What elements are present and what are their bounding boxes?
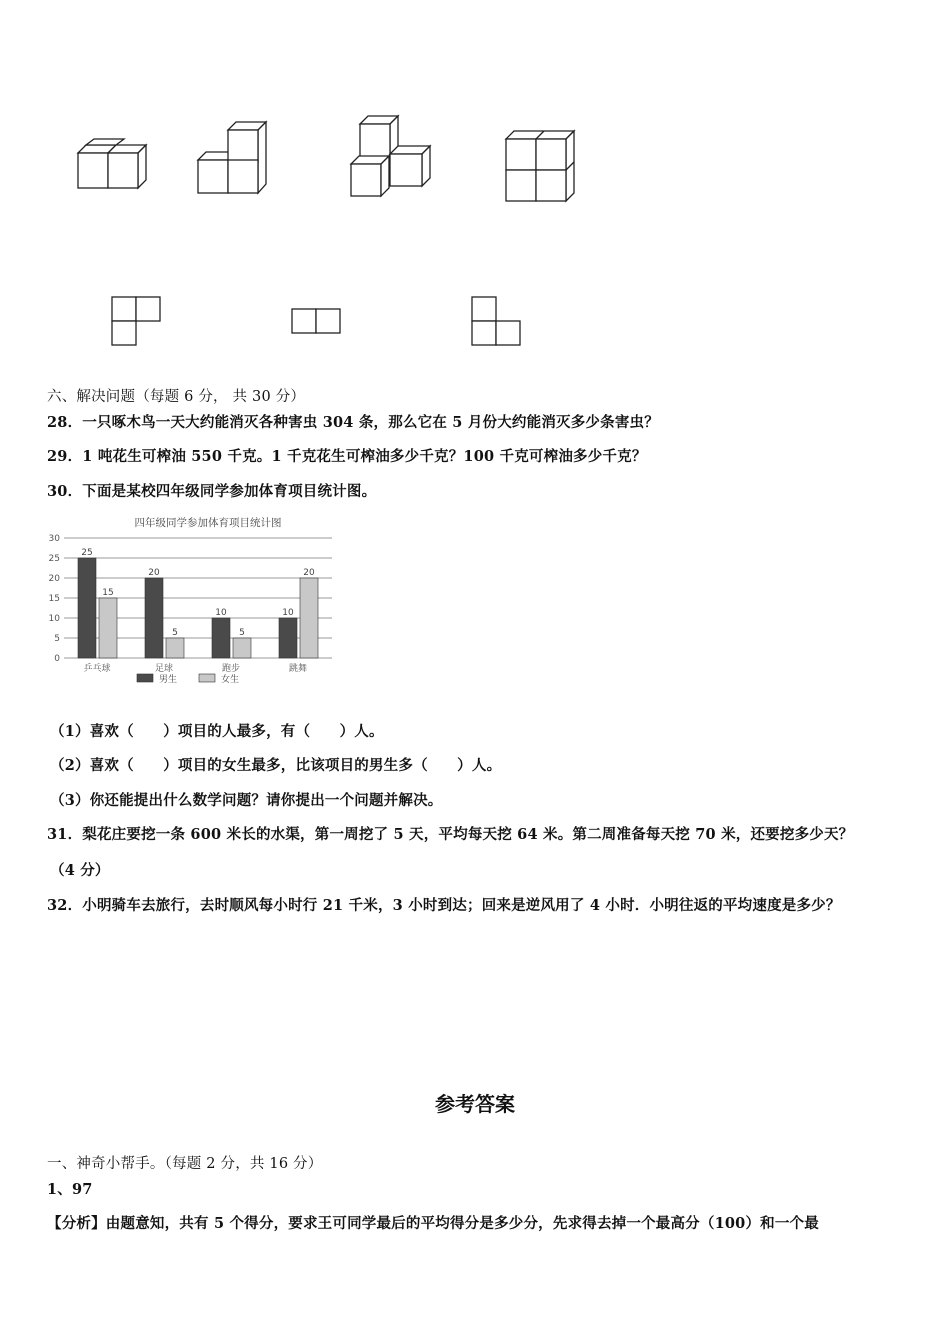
question-32: 32．小明骑车去旅行，去时顺风每小时行 21 千米，3 小时到达；回来是逆风用了 4 小时．小明往返的平均速度是多少？ <box>47 897 841 914</box>
view-shape-1 <box>110 295 170 350</box>
legend-swatch <box>199 674 215 682</box>
bar-boys <box>145 578 163 658</box>
bar-girls <box>99 598 117 658</box>
x-tick-label: 跑步 <box>221 664 241 674</box>
legend-label: 男生 <box>159 675 178 685</box>
data-label: 25 <box>81 548 93 558</box>
bar-chart <box>40 510 350 700</box>
y-tick-label: 10 <box>48 614 60 624</box>
x-tick-label: 足球 <box>154 664 174 674</box>
y-tick-label: 25 <box>48 554 60 564</box>
x-tick-label: 跳舞 <box>288 664 308 674</box>
bar-boys <box>279 618 297 658</box>
cube-figure-3 <box>345 112 440 202</box>
bar-girls <box>166 638 184 658</box>
question-29: 29．1 吨花生可榨油 550 千克。1 千克花生可榨油多少千克？100 千克可榨油多少千克？ <box>47 448 647 465</box>
question-30-1: （1）喜欢（ ）项目的人最多，有（ ）人。 <box>50 723 384 740</box>
data-label: 10 <box>215 608 227 618</box>
data-label: 15 <box>102 588 114 598</box>
legend-swatch <box>137 674 153 682</box>
y-tick-label: 15 <box>48 594 60 604</box>
answer-item-1: 1、97 <box>47 1181 93 1198</box>
bar-boys <box>78 558 96 658</box>
bar-girls <box>233 638 251 658</box>
answer-analysis: 【分析】由题意知，共有 5 个得分，要求王可同学最后的平均得分是多少分，先求得去掉一个最高分（100）和一个最 <box>47 1215 819 1232</box>
question-30-3: （3）你还能提出什么数学问题？请你提出一个问题并解决。 <box>50 792 443 809</box>
data-label: 5 <box>239 628 245 638</box>
view-shape-3 <box>470 295 530 350</box>
data-label: 10 <box>282 608 294 618</box>
data-label: 5 <box>172 628 178 638</box>
question-28: 28．一只啄木鸟一天大约能消灭各种害虫 304 条，那么它在 5 月份大约能消灭多少条害虫？ <box>47 414 659 431</box>
y-tick-label: 20 <box>48 574 60 584</box>
question-30-2: （2）喜欢（ ）项目的女生最多，比该项目的男生多（ ）人。 <box>50 757 502 774</box>
x-tick-label: 乒乓球 <box>83 664 111 674</box>
legend-label: 女生 <box>221 675 240 685</box>
chart-title: 四年级同学参加体育项目统计图 <box>134 517 282 529</box>
data-label: 20 <box>148 568 160 578</box>
data-label: 20 <box>303 568 315 578</box>
question-31-score: （4 分） <box>50 862 110 879</box>
section-heading: 六、解决问题（每题 6 分， 共 30 分） <box>47 389 306 405</box>
cube-figure-2 <box>192 120 282 200</box>
bar-girls <box>300 578 318 658</box>
answers-title: 参考答案 <box>435 1092 515 1116</box>
view-shape-2 <box>290 307 350 337</box>
y-tick-label: 30 <box>48 534 60 544</box>
y-tick-label: 5 <box>54 634 60 644</box>
y-tick-label: 0 <box>54 654 60 664</box>
answers-section-1: 一、神奇小帮手。（每题 2 分，共 16 分） <box>47 1156 323 1172</box>
question-31: 31．梨花庄要挖一条 600 米长的水渠，第一周挖了 5 天，平均每天挖 64 米。第二周准备每天挖 70 米，还要挖多少天？ <box>47 826 854 843</box>
question-30: 30．下面是某校四年级同学参加体育项目统计图。 <box>47 483 377 500</box>
cube-figure-4 <box>498 125 588 210</box>
bar-boys <box>212 618 230 658</box>
cube-figure-1 <box>70 135 160 195</box>
